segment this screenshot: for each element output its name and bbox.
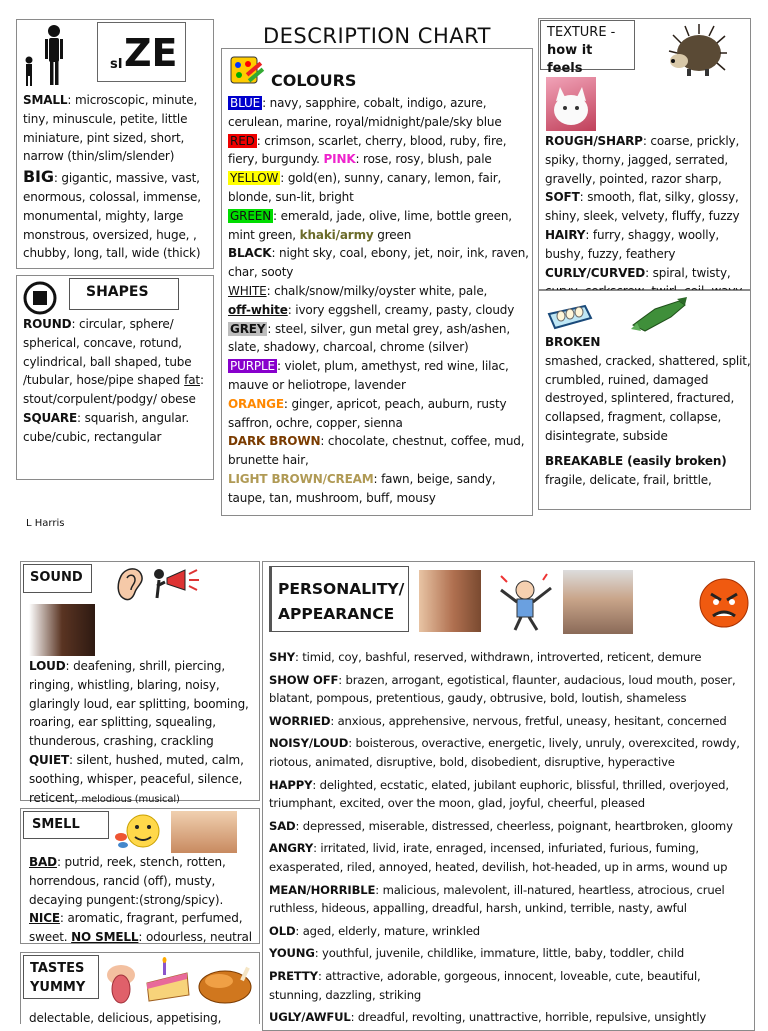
tastes-subtitle: YUMMY — [30, 980, 86, 995]
colours-box — [221, 48, 533, 516]
lightbrown-text: : fawn, beige, sandy, taupe, tan, mushroom, buff, mousy — [228, 471, 496, 505]
person-figures-icon — [22, 23, 82, 89]
old-man-image — [563, 570, 633, 634]
personality-words: : brazen, arrogant, egotistical, flaunter, audacious, loud mouth, poser, blatant, pompous, pretentious, gaudy, obtrusive, bold, loutish, shameless — [269, 672, 736, 706]
green-label: GREEN — [230, 208, 272, 223]
size-title-big: ZE — [124, 31, 178, 75]
angry-face-icon — [697, 576, 751, 630]
paint-palette-icon — [227, 53, 267, 89]
big-text: : gigantic, massive, vast, enormous, colossal, immense, monumental, mighty, large monstrous, oversized, huge, , chubby, long, tall, wide (thick) — [23, 171, 201, 261]
personality-label: SAD — [269, 818, 296, 833]
pink-label: PINK — [323, 152, 356, 167]
personality-label: NOISY/LOUD — [269, 736, 349, 751]
author-credit: L Harris — [26, 518, 65, 529]
nice-text: : aromatic, fragrant, perfumed, sweet. — [29, 911, 243, 945]
personality-entry — [269, 671, 753, 708]
tastes-text: delectable, delicious, appetising, — [29, 1011, 222, 1025]
texture-subtitle: how it feels — [547, 43, 593, 76]
darkbrown-text: : chocolate, chestnut, coffee, mud, brunette hair, — [228, 434, 525, 468]
bad-text: : putrid, reek, stench, rotten, horrendous, rancid (off), musty, decaying pungent:(strong/spicy). — [29, 855, 226, 907]
curly-text: : spiral, twisty, — [645, 265, 731, 280]
orange-text: : ginger, apricot, peach, auburn, rusty saffron, ochre, copper, sienna — [228, 396, 507, 430]
personality-label: SHY — [269, 650, 295, 664]
personality-label: PRETTY — [269, 968, 318, 983]
shapes-text — [23, 315, 213, 447]
personality-entry — [269, 734, 753, 771]
tastes-box — [20, 952, 260, 1024]
fat-text: : stout/corpulent/podgy/ obese — [23, 373, 204, 407]
breakable-label: BREAKABLE (easily broken) — [545, 453, 727, 468]
personality-entry — [269, 712, 753, 731]
quiet-extra: melodious (musical) — [81, 793, 180, 805]
nosmell-text: : odourless, neutral — [138, 930, 252, 945]
personality-label: WORRIED — [269, 713, 331, 728]
shush-face-image — [29, 604, 95, 656]
yellow-text: : gold(en), sunny, canary, lemon, fair, blonde, sun-lit, bright — [228, 171, 502, 204]
personality-title: PERSONALITY/ — [278, 580, 405, 598]
personality-text — [269, 648, 753, 1031]
shapes-title: SHAPES — [69, 278, 179, 310]
personality-title-box — [269, 566, 409, 632]
personality-label: YOUNG — [269, 946, 315, 961]
personality-words: : dreadful, revolting, unattractive, horrible, repulsive, unsightly — [350, 1010, 707, 1025]
sound-text — [29, 657, 261, 809]
nice-label: NICE — [29, 911, 60, 926]
bad-label: BAD — [29, 855, 57, 869]
smell-box — [20, 808, 260, 944]
rough-label: ROUGH/SHARP — [545, 134, 643, 148]
tongue-icon — [103, 961, 139, 1007]
small-text: : microscopic, minute, tiny, minuscule, petite, little miniature, pint sized, short, narrow (thin/slim/slender) — [23, 93, 198, 164]
square-label: SQUARE — [23, 410, 78, 425]
texture-title: TEXTURE - — [547, 25, 616, 40]
quiet-label: QUIET — [29, 752, 70, 767]
round-label: ROUND — [23, 317, 72, 331]
red-label: RED — [230, 133, 255, 148]
excited-cartoon-icon — [495, 570, 557, 632]
black-text: : night sky, coal, ebony, jet, noir, ink, raven, char, sooty — [228, 246, 529, 280]
rough-text: : coarse, prickly, spiky, thorny, jagged, serrated, gravelly, pointed, razor sharp, — [545, 134, 740, 186]
personality-label: SHOW OFF — [269, 672, 339, 687]
personality-words: : delighted, ecstatic, elated, jubilant euphoric, blissful, thrilled, overjoyed, triumphant, excited, over the moon, glad, joyful, cheerful, pleased — [269, 777, 729, 811]
shapes-box — [16, 275, 214, 480]
khaki-text: green — [373, 227, 412, 242]
personality-entry — [269, 776, 753, 813]
personality-words: : youthful, juvenile, childlike, immature, little, baby, toddler, child — [314, 946, 685, 961]
nosmell-label: NO SMELL — [71, 930, 139, 945]
shy-child-image — [419, 570, 481, 632]
grey-label: GREY — [230, 321, 266, 336]
personality-entry — [269, 839, 753, 876]
egg-box-icon — [545, 296, 593, 336]
big-label: BIG — [23, 167, 54, 187]
soft-text: : smooth, flat, silky, glossy, shiny, sleek, velvety, fluffy, fuzzy — [545, 190, 740, 224]
fat-label: fat — [184, 373, 200, 388]
roast-chicken-icon — [195, 961, 255, 1005]
personality-entry — [269, 881, 753, 918]
personality-words: : irritated, livid, irate, enraged, incensed, infuriated, furious, fuming, exasperated, riled, annoyed, heated, devilish, hot-headed, up in arms, wound up — [269, 841, 728, 874]
colours-title: COLOURS — [271, 71, 357, 90]
personality-label: MEAN/HORRIBLE — [269, 882, 376, 897]
yellow-label: YELLOW — [230, 171, 279, 186]
grey-text: : steel, silver, gun metal grey, ash/ashen, slate, shadowy, charcoal, chrome (silver) — [228, 321, 511, 355]
broken-text — [545, 333, 751, 489]
white-label: WHITE — [228, 283, 267, 298]
blue-text: : navy, sapphire, cobalt, indigo, azure, cerulean, marine, royal/midnight/pale/sky blue — [228, 96, 502, 129]
quiet-text: : silent, hushed, muted, calm, soothing, whisper, peaceful, silence, reticent, — [29, 752, 244, 805]
breakable-words: fragile, delicate, frail, brittle, — [545, 472, 712, 487]
personality-entry — [269, 1008, 753, 1027]
personality-words: : malicious, malevolent, ill-natured, heartless, atrocious, cruel ruthless, hideous, appalling, dreadful, harsh, unkind, terrible, nasty, awful — [269, 882, 725, 916]
hedgehog-icon — [667, 23, 727, 79]
personality-words: : attractive, adorable, gorgeous, innocent, loveable, cute, beautiful, stunning, dazzling, striking — [269, 968, 701, 1002]
ear-icon — [113, 564, 147, 604]
orange-label: ORANGE — [228, 396, 284, 411]
personality-subtitle: APPEARANCE — [278, 605, 395, 623]
smell-title: SMELL — [23, 811, 109, 839]
square-text: : squarish, angular. cube/cubic, rectangular — [23, 410, 190, 444]
broken-words: smashed, cracked, shattered, split, crumbled, ruined, damaged destroyed, splintered, fractured, collapsed, fragment, collapse, disintegrate, subside — [545, 353, 751, 443]
personality-entry — [269, 922, 753, 941]
white-text: : chalk/snow/milky/oyster white, pale, — [266, 283, 488, 298]
personality-entry — [269, 648, 753, 667]
personality-label: HAPPY — [269, 777, 313, 792]
personality-entry — [269, 817, 753, 836]
page-title: DESCRIPTION CHART — [262, 24, 492, 48]
broken-box — [538, 290, 751, 510]
purple-text: : violet, plum, amethyst, red wine, lilac, mauve or heliotrope, lavender — [228, 359, 509, 392]
personality-label: ANGRY — [269, 841, 314, 856]
hairy-text: : furry, shaggy, woolly, bushy, fuzzy, feathery — [545, 227, 720, 261]
cake-icon — [143, 957, 193, 1003]
blue-label: BLUE — [230, 96, 261, 110]
pink-text: : rose, rosy, blush, pale — [355, 152, 492, 167]
personality-words: : timid, coy, bashful, reserved, withdrawn, introverted, reticent, demure — [295, 650, 702, 664]
personality-words: : anxious, apprehensive, nervous, fretful, uneasy, hesitant, concerned — [330, 713, 727, 728]
personality-words: : boisterous, overactive, energetic, lively, unruly, overexcited, rowdy, riotous, animated, disruptive, bold, disobedient, disruptive, hyperactive — [269, 736, 740, 769]
sound-title: SOUND — [23, 564, 92, 593]
tastes-title-box — [23, 955, 99, 999]
sound-box — [20, 561, 260, 805]
circle-square-icon — [22, 280, 58, 316]
personality-entry — [269, 944, 753, 963]
broken-bottle-icon — [627, 295, 689, 335]
child-image — [171, 811, 237, 853]
personality-label: OLD — [269, 923, 296, 938]
personality-words: : aged, elderly, mature, wrinkled — [295, 923, 481, 938]
khaki-label: khaki/army — [299, 227, 374, 242]
texture-title-box — [540, 20, 635, 76]
texture-box — [538, 18, 751, 290]
loud-text: : deafening, shrill, piercing, ringing, whistling, blaring, noisy, glaringly loud, ear splitting, booming, roaring, ear splitting, squealing, thunderous, crashing, crackling — [29, 659, 249, 749]
size-text — [23, 91, 213, 263]
personality-words: : depressed, miserable, distressed, cheerless, poignant, heartbroken, gloomy — [295, 818, 733, 833]
tastes-title: TASTES — [30, 961, 85, 976]
black-label: BLACK — [228, 246, 272, 261]
broken-label: BROKEN — [545, 335, 601, 349]
offwhite-label: off-white — [228, 302, 288, 317]
hairy-label: HAIRY — [545, 227, 586, 242]
size-title-box — [97, 22, 186, 82]
kitten-image — [546, 77, 596, 131]
personality-label: UGLY/AWFUL — [269, 1010, 351, 1025]
offwhite-text: : ivory eggshell, creamy, pasty, cloudy — [287, 302, 515, 317]
lightbrown-label: LIGHT BROWN/CREAM — [228, 471, 374, 486]
size-box — [16, 19, 214, 269]
curly-label: CURLY/CURVED — [545, 265, 646, 280]
kitten-icon — [546, 77, 596, 131]
soft-label: SOFT — [545, 190, 580, 205]
smell-text — [29, 853, 261, 947]
size-title-small: sI — [110, 57, 123, 72]
loud-label: LOUD — [29, 659, 66, 673]
personality-entry — [269, 967, 753, 1004]
smelly-face-icon — [113, 811, 169, 853]
purple-label: PURPLE — [230, 359, 275, 374]
personality-box — [262, 561, 755, 1031]
small-label: SMALL — [23, 93, 68, 107]
colours-text — [228, 94, 532, 508]
red-text: : crimson, scarlet, cherry, blood, ruby, fire, fiery, burgundy. — [228, 133, 507, 167]
green-text: : emerald, jade, olive, lime, bottle green, mint green, — [228, 208, 512, 242]
round-text: : circular, sphere/ spherical, concave, rotund, cylindrical, ball shaped, tube /tubular, hose/pipe shaped — [23, 317, 192, 388]
texture-text — [545, 132, 751, 301]
megaphone-icon — [149, 564, 201, 604]
darkbrown-label: DARK BROWN — [228, 434, 321, 449]
